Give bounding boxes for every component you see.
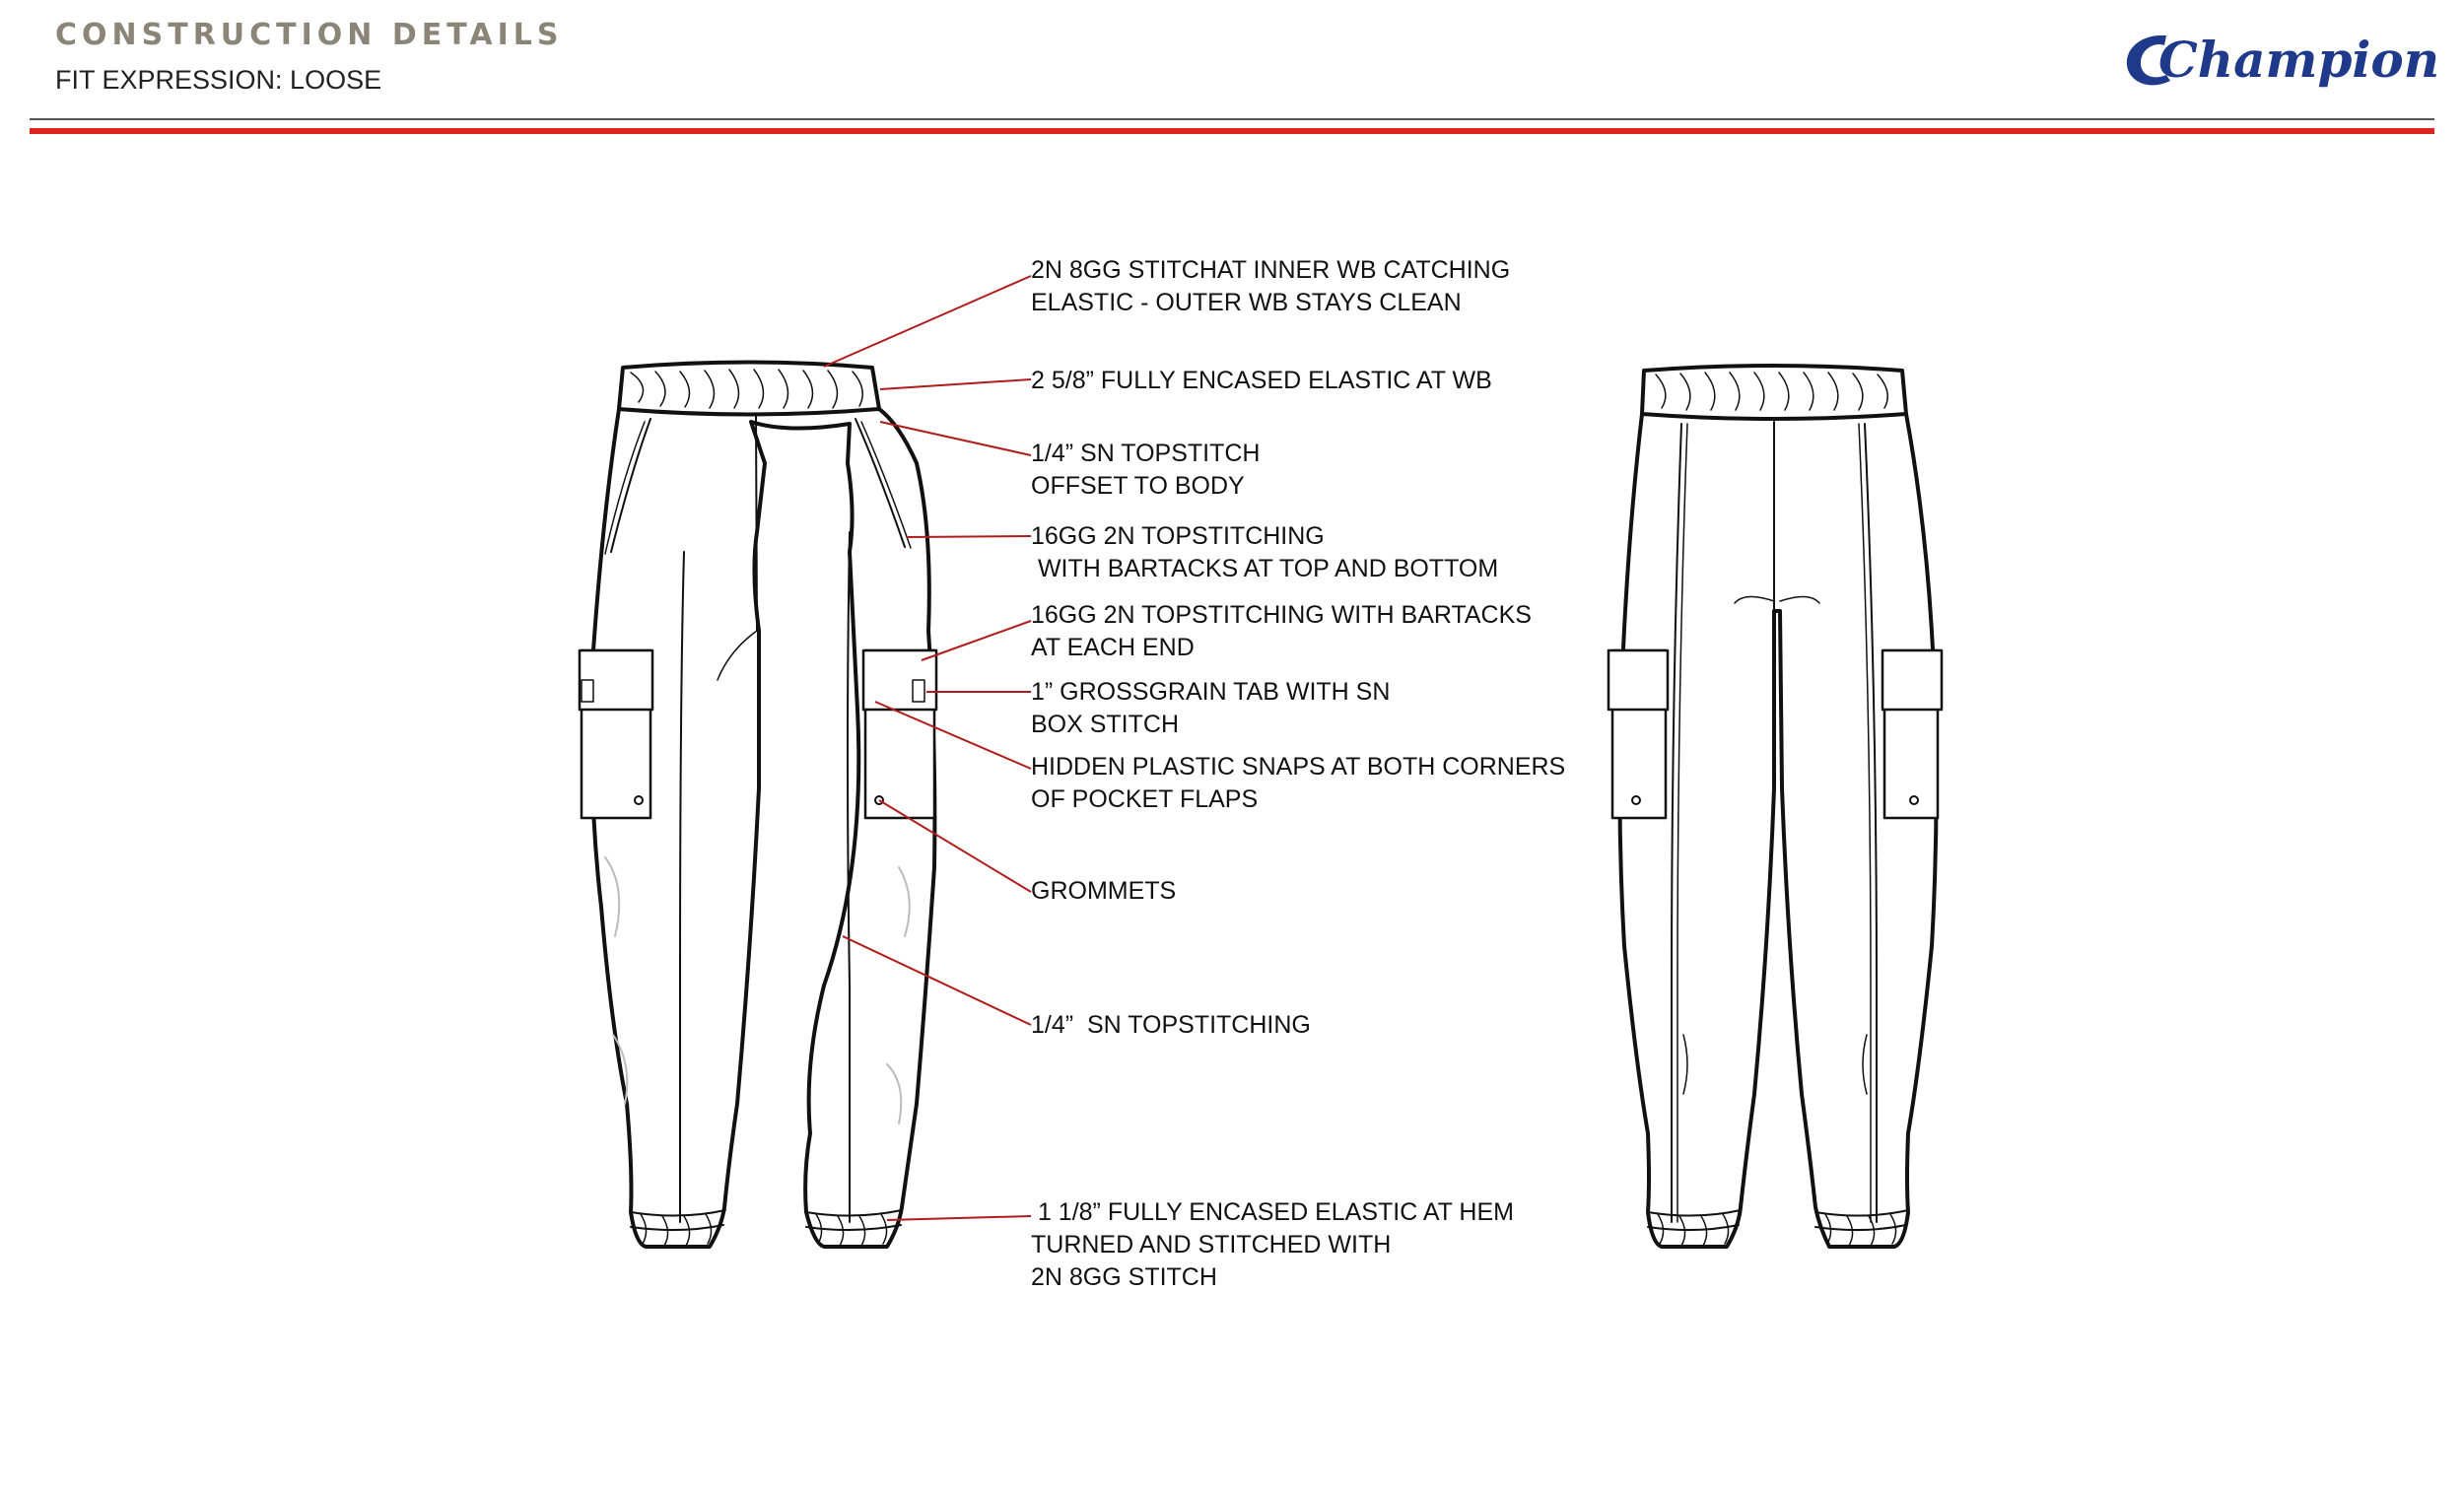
- callout-sn-topstitching: 1/4” SN TOPSTITCHING: [1031, 1011, 1311, 1039]
- page-title: CONSTRUCTION DETAILS: [55, 18, 564, 52]
- callout-offset-topstitch: 1/4” SN TOPSTITCH OFFSET TO BODY: [1031, 440, 1261, 500]
- callout-grosgrain-tab: 1” GROSSGRAIN TAB WITH SN BOX STITCH: [1031, 678, 1391, 738]
- callout-hem-elastic: 1 1/8” FULLY ENCASED ELASTIC AT HEM TURNED AND STITCHED WITH 2N 8GG STITCH: [1031, 1198, 1514, 1291]
- fit-expression-label: FIT EXPRESSION: LOOSE: [55, 65, 382, 95]
- callout-waistband-elastic: 2 5/8” FULLY ENCASED ELASTIC AT WB: [1031, 367, 1492, 394]
- back-view-pants: [1608, 366, 1942, 1247]
- front-view-pants: [580, 363, 936, 1248]
- callout-pocket-topstitching: 16GG 2N TOPSTITCHING WITH BARTACKS AT TOP AND BOTTOM: [1031, 522, 1499, 582]
- callout-hidden-snaps: HIDDEN PLASTIC SNAPS AT BOTH CORNERS OF POCKET FLAPS: [1031, 753, 1566, 813]
- callout-waistband-stitch: 2N 8GG STITCHAT INNER WB CATCHING ELASTIC - OUTER WB STAYS CLEAN: [1031, 256, 1511, 316]
- callout-flap-topstitching: 16GG 2N TOPSTITCHING WITH BARTACKS AT EACH END: [1031, 601, 1532, 661]
- callout-grommets: GROMMETS: [1031, 877, 1177, 905]
- svg-text:Champion: Champion: [2158, 31, 2440, 89]
